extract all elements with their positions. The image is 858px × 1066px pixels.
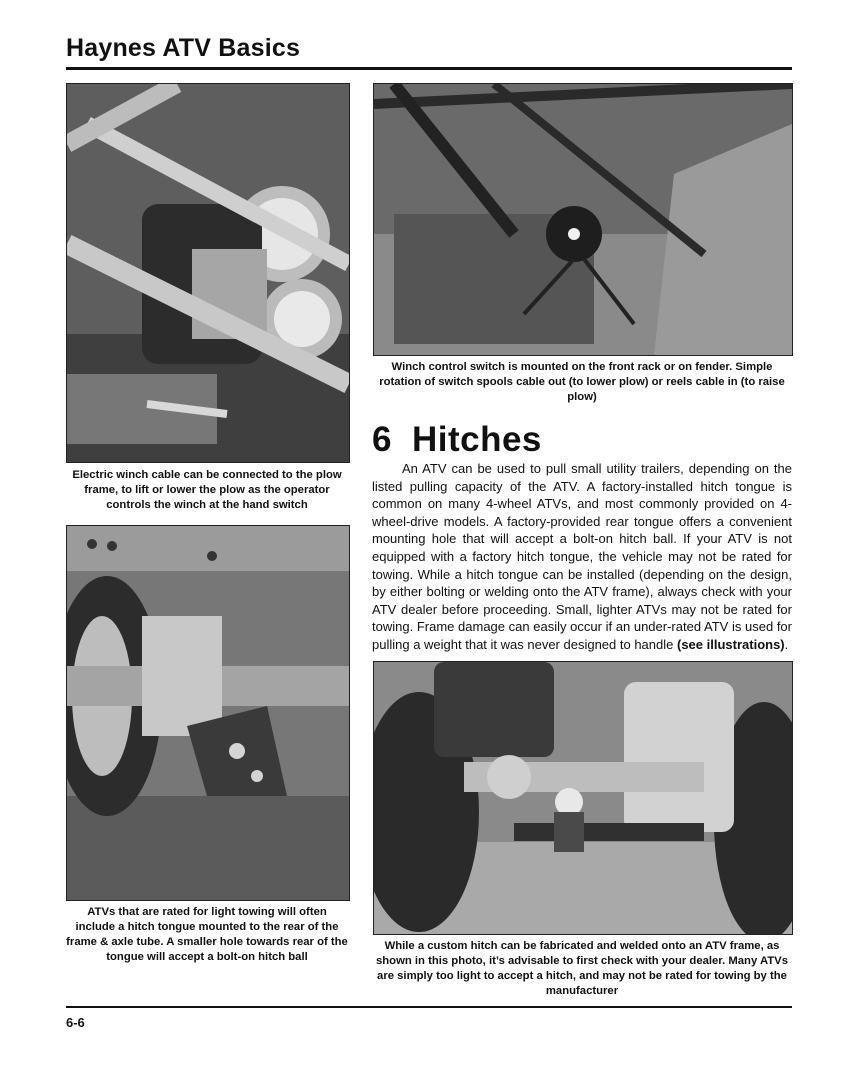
section-title: Hitches: [411, 420, 542, 459]
running-head: Haynes ATV Basics: [66, 34, 301, 62]
photo-winch-switch: [373, 83, 793, 356]
page-number: 6-6: [66, 1015, 85, 1030]
body-text: An ATV can be used to pull small utility trailers, depending on the listed pulling capacity of the ATV. A factory-installed hitch tongue is common on many 4-wheel ATVs, and most commonly provided on 4-wheel-drive models. A factory-provided rear tongue offers a convenient mounting hole that will accept a bolt-on hitch ball. If your ATV is not equipped with a factory hitch tongue, the vehicle may not be rated for towing. While a hitch tongue can be installed (depending on the design, by either bolting or welding onto the ATV frame), always check with your ATV dealer before proceeding. Small, lighter ATVs may not be rated for towing. Frame damage can easily occur if an under-rated ATV is used for pulling a weight that it was never designed to handle: [372, 461, 792, 652]
photo-hitch-tongue: [66, 525, 350, 901]
caption-winch-switch: Winch control switch is mounted on the front rack or on fender. Simple rotation of switch spools cable out (to lower plow) or reels cable in (to raise plow): [379, 361, 785, 404]
photo-custom-hitch: [373, 661, 793, 935]
photo-winch: [66, 83, 350, 463]
caption-hitch-tongue: ATVs that are rated for light towing will often include a hitch tongue mounted to the rear of the frame & axle tube. A smaller hole towards rear of the tongue will accept a bolt-on hitch ball: [66, 906, 348, 964]
header-rule: [66, 67, 792, 70]
body-cross-reference: (see illustrations): [677, 636, 785, 652]
caption-winch: Electric winch cable can be connected to the plow frame, to lift or lower the plow as the operator controls the winch at the hand switch: [72, 469, 342, 512]
body-end: .: [784, 636, 789, 652]
footer-rule: [66, 1006, 792, 1008]
section-heading: [372, 420, 542, 460]
section-number: 6: [372, 420, 392, 459]
body-paragraph: [372, 460, 792, 654]
caption-custom-hitch: While a custom hitch can be fabricated and welded onto an ATV frame, as shown in this photo, it’s advisable to first check with your dealer. Many ATVs are simply too light to accept a hitch, and may not be rated for towing by the manufacturer: [376, 940, 788, 998]
